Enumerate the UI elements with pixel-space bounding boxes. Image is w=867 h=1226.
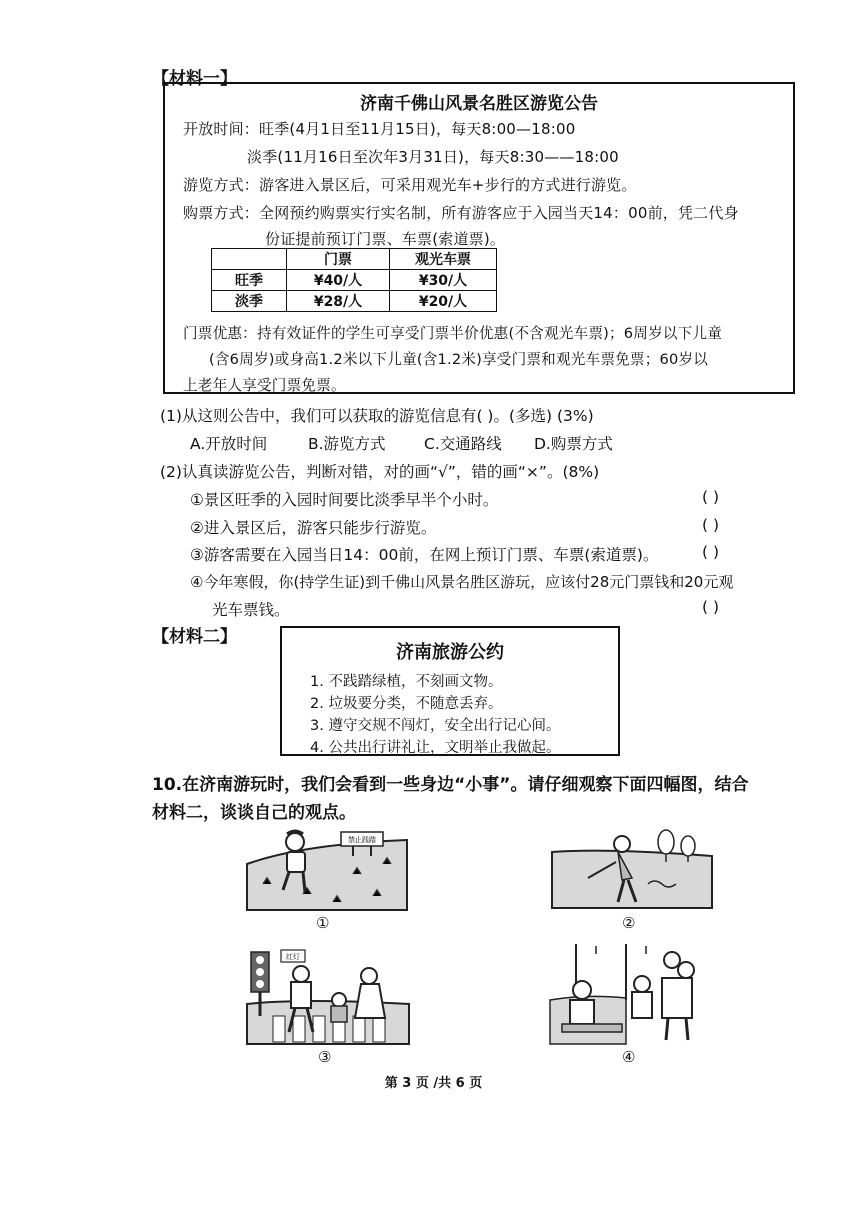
answer-paren: ( ) bbox=[702, 488, 720, 506]
q2-item-4-cont: 光车票钱。 bbox=[212, 601, 290, 619]
picture-4-giving-seat bbox=[546, 940, 716, 1048]
picture-label: ④ bbox=[622, 1048, 636, 1066]
table-header-cell: 观光车票 bbox=[390, 249, 497, 270]
q2-item-2: ②进入景区后，游客只能步行游览。 bbox=[190, 519, 437, 537]
table-row bbox=[212, 291, 497, 312]
table-header-cell: 门票 bbox=[287, 249, 390, 270]
picture-3-crosswalk bbox=[243, 944, 413, 1048]
picture-1-trampling-grass bbox=[243, 824, 411, 914]
table-cell: 旺季 bbox=[212, 270, 287, 291]
answer-paren: ( ) bbox=[702, 598, 720, 616]
convention-title: 济南旅游公约 bbox=[396, 642, 504, 663]
ticket-method-line1: 购票方式：全网预约购票实行实名制，所有游客应于入园当天14：00前，凭二代身 bbox=[183, 204, 739, 222]
table-cell: ¥30/人 bbox=[390, 270, 497, 291]
convention-rule: 4. 公共出行讲礼让，文明举止我做起。 bbox=[310, 740, 561, 756]
discount-line2: (含6周岁)或身高1.2米以下儿童(含1.2米)享受门票和观光车票免票；60岁以 bbox=[209, 351, 709, 368]
ticket-method-line2: 份证提前预订门票、车票(索道票)。 bbox=[265, 230, 506, 248]
tour-method: 游览方式：游客进入景区后，可采用观光车+步行的方式进行游览。 bbox=[183, 176, 637, 194]
table-cell: 淡季 bbox=[212, 291, 287, 312]
notice-box bbox=[163, 82, 795, 394]
q1-option-a: A.开放时间 bbox=[190, 435, 268, 453]
picture-2-littering bbox=[548, 822, 716, 914]
q2-item-4: ④今年寒假，你(持学生证)到千佛山风景名胜区游玩，应该付28元门票钱和20元观 bbox=[190, 573, 734, 591]
open-time-peak: 开放时间：旺季(4月1日至11月15日)，每天8:00—18:00 bbox=[183, 120, 576, 138]
q1-option-c: C.交通路线 bbox=[424, 435, 502, 453]
price-table-header bbox=[212, 249, 497, 270]
picture-label: ③ bbox=[318, 1048, 332, 1066]
q1-option-d: D.购票方式 bbox=[534, 435, 613, 453]
discount-line3: 上老年人享受门票免票。 bbox=[183, 377, 346, 394]
table-header-cell bbox=[212, 249, 287, 270]
q1-option-b: B.游览方式 bbox=[308, 435, 386, 453]
material2-label: 【材料二】 bbox=[152, 627, 237, 647]
sign-text: 禁止践踏 bbox=[348, 836, 376, 844]
answer-paren: ( ) bbox=[702, 543, 720, 561]
convention-rule: 2. 垃圾要分类，不随意丢弃。 bbox=[310, 696, 503, 712]
notice-title: 济南千佛山风景名胜区游览公告 bbox=[360, 94, 598, 114]
q1-stem: (1)从这则公告中，我们可以获取的游览信息有( )。(多选) (3%) bbox=[160, 407, 594, 425]
convention-rule: 1. 不践踏绿植，不刻画文物。 bbox=[310, 674, 503, 690]
picture-label: ② bbox=[622, 914, 636, 932]
q2-item-1: ①景区旺季的入园时间要比淡季早半个小时。 bbox=[190, 491, 499, 509]
convention-rule: 3. 遵守交规不闯灯，安全出行记心间。 bbox=[310, 718, 561, 734]
answer-paren: ( ) bbox=[702, 516, 720, 534]
material1-label: 【材料一】 bbox=[152, 69, 237, 89]
light-text: 红灯 bbox=[286, 953, 300, 961]
q2-item-3: ③游客需要在入园当日14：00前，在网上预订门票、车票(索道票)。 bbox=[190, 546, 659, 564]
picture-label: ① bbox=[316, 914, 330, 932]
table-cell: ¥20/人 bbox=[390, 291, 497, 312]
table-row bbox=[212, 270, 497, 291]
travel-convention-box bbox=[280, 626, 620, 756]
q2-stem: (2)认真读游览公告，判断对错，对的画“√”，错的画“×”。(8%) bbox=[160, 463, 600, 481]
table-cell: ¥28/人 bbox=[287, 291, 390, 312]
q10-line1: 10.在济南游玩时，我们会看到一些身边“小事”。请仔细观察下面四幅图，结合 bbox=[152, 775, 749, 795]
price-table bbox=[211, 248, 497, 312]
q10-line2: 材料二，谈谈自己的观点。 bbox=[152, 803, 356, 823]
page-footer: 第 3 页 /共 6 页 bbox=[384, 1076, 483, 1091]
open-time-off: 淡季(11月16日至次年3月31日)，每天8:30——18:00 bbox=[247, 148, 619, 166]
table-cell: ¥40/人 bbox=[287, 270, 390, 291]
discount-line1: 门票优惠：持有效证件的学生可享受门票半价优惠(不含观光车票)；6周岁以下儿童 bbox=[183, 325, 723, 342]
